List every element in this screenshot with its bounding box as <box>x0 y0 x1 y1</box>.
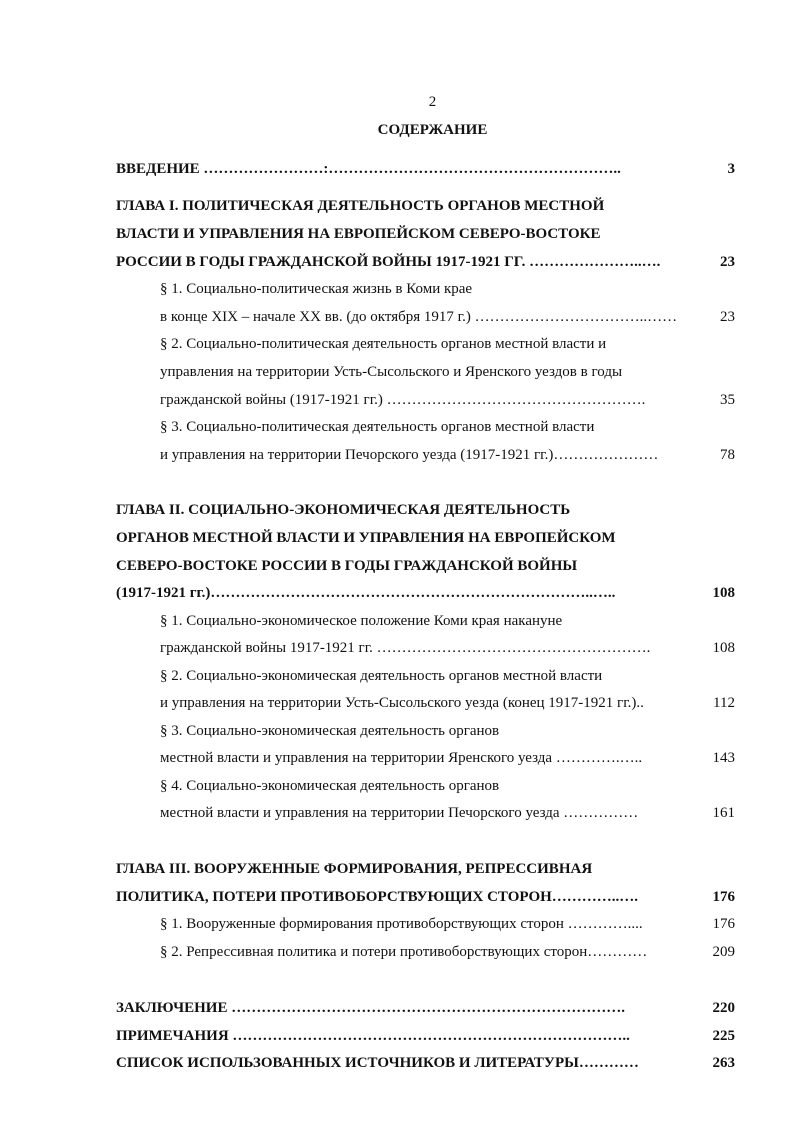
toc-ch2-s3-line2: местной власти и управления на территории Яренского уезда ………….….. <box>160 750 643 766</box>
toc-ch3-s2: § 2. Репрессивная политика и потери противоборствующих сторон………… <box>160 944 648 960</box>
toc-notes-page: 225 <box>712 1028 735 1044</box>
toc-ch2-s1-line1: § 1. Социально-экономическое положение Коми края накануне <box>160 613 563 629</box>
toc-ch2-line3: СЕВЕРО-ВОСТОКЕ РОССИИ В ГОДЫ ГРАЖДАНСКОЙ ВОЙНЫ <box>116 558 578 574</box>
toc-ch1-line1: ГЛАВА I. ПОЛИТИЧЕСКАЯ ДЕЯТЕЛЬНОСТЬ ОРГАНОВ МЕСТНОЙ <box>116 198 605 214</box>
toc-ch2-s4-line1: § 4. Социально-экономическая деятельность органов <box>160 778 500 794</box>
toc-ch2-line2: ОРГАНОВ МЕСТНОЙ ВЛАСТИ И УПРАВЛЕНИЯ НА ЕВРОПЕЙСКОМ <box>116 530 616 546</box>
toc-ch2-s2-line2: и управления на территории Усть-Сысольского уезда (конец 1917-1921 гг.).. <box>160 695 644 711</box>
toc-ch1-s2-page: 35 <box>720 392 735 408</box>
toc-conclusion: ЗАКЛЮЧЕНИЕ ……………………………………………………………………. <box>116 1000 625 1016</box>
toc-ch2-s1-page: 108 <box>712 640 735 656</box>
toc-ch1-s2-line1: § 2. Социально-политическая деятельность органов местной власти и <box>160 336 607 352</box>
toc-sources-page: 263 <box>712 1055 735 1071</box>
toc-ch1-s3-page: 78 <box>720 447 735 463</box>
toc-ch3-line1: ГЛАВА III. ВООРУЖЕННЫЕ ФОРМИРОВАНИЯ, РЕПРЕССИВНАЯ <box>116 861 593 877</box>
toc-intro: ВВЕДЕНИЕ ……………………:………………………………………………….. <box>116 161 621 177</box>
page-number: 2 <box>428 94 437 110</box>
toc-notes: ПРИМЕЧАНИЯ …………………………………………………………………….. <box>116 1028 630 1044</box>
toc-ch1-s3-line1: § 3. Социально-политическая деятельность органов местной власти <box>160 419 595 435</box>
toc-ch2-page: 108 <box>712 585 735 601</box>
toc-ch3-s1-page: 176 <box>712 916 735 932</box>
toc-ch1-s2-line2: управления на территории Усть-Сысольского и Яренского уездов в годы <box>160 364 623 380</box>
toc-ch2-s4-line2: местной власти и управления на территории Печорского уезда …………… <box>160 805 639 821</box>
toc-ch3-s1: § 1. Вооруженные формирования противоборствующих сторон ………….... <box>160 916 643 932</box>
toc-ch2-s4-page: 161 <box>712 805 735 821</box>
toc-ch1-page: 23 <box>720 254 735 270</box>
toc-ch2-line1: ГЛАВА II. СОЦИАЛЬНО-ЭКОНОМИЧЕСКАЯ ДЕЯТЕЛЬНОСТЬ <box>116 502 571 518</box>
toc-ch2-s2-page: 112 <box>713 695 735 711</box>
toc-ch2-s3-line1: § 3. Социально-экономическая деятельность органов <box>160 723 500 739</box>
toc-ch2-line4: (1917-1921 гг.)…………………………………………………………………..….. <box>116 585 616 601</box>
toc-ch1-s1-page: 23 <box>720 309 735 325</box>
toc-ch2-s2-line1: § 2. Социально-экономическая деятельность органов местной власти <box>160 668 603 684</box>
page-title: СОДЕРЖАНИЕ <box>377 122 488 138</box>
toc-ch1-s1-line2: в конце XIX – начале XX вв. (до октября 1917 г.) ……………………………..…… <box>160 309 678 325</box>
toc-conclusion-page: 220 <box>712 1000 735 1016</box>
toc-ch1-line3: РОССИИ В ГОДЫ ГРАЖДАНСКОЙ ВОЙНЫ 1917-1921 ГГ. …………………..…. <box>116 254 661 270</box>
toc-ch2-s3-page: 143 <box>712 750 735 766</box>
toc-sources: СПИСОК ИСПОЛЬЗОВАННЫХ ИСТОЧНИКОВ И ЛИТЕРАТУРЫ………… <box>116 1055 639 1071</box>
toc-intro-page: 3 <box>727 161 735 177</box>
toc-ch3-page: 176 <box>712 889 735 905</box>
toc-ch3-line2: ПОЛИТИКА, ПОТЕРИ ПРОТИВОБОРСТВУЮЩИХ СТОРОН…………..…. <box>116 889 639 905</box>
toc-ch3-s2-page: 209 <box>712 944 735 960</box>
toc-ch1-line2: ВЛАСТИ И УПРАВЛЕНИЯ НА ЕВРОПЕЙСКОМ СЕВЕРО-ВОСТОКЕ <box>116 226 601 242</box>
toc-ch1-s1-line1: § 1. Социально-политическая жизнь в Коми крае <box>160 281 473 297</box>
toc-ch1-s2-line3: гражданской войны (1917-1921 гг.) ……………………………………………. <box>160 392 646 408</box>
toc-ch1-s3-line2: и управления на территории Печорского уезда (1917-1921 гг.)………………… <box>160 447 659 463</box>
toc-ch2-s1-line2: гражданской войны 1917-1921 гг. ………………………………………………. <box>160 640 651 656</box>
